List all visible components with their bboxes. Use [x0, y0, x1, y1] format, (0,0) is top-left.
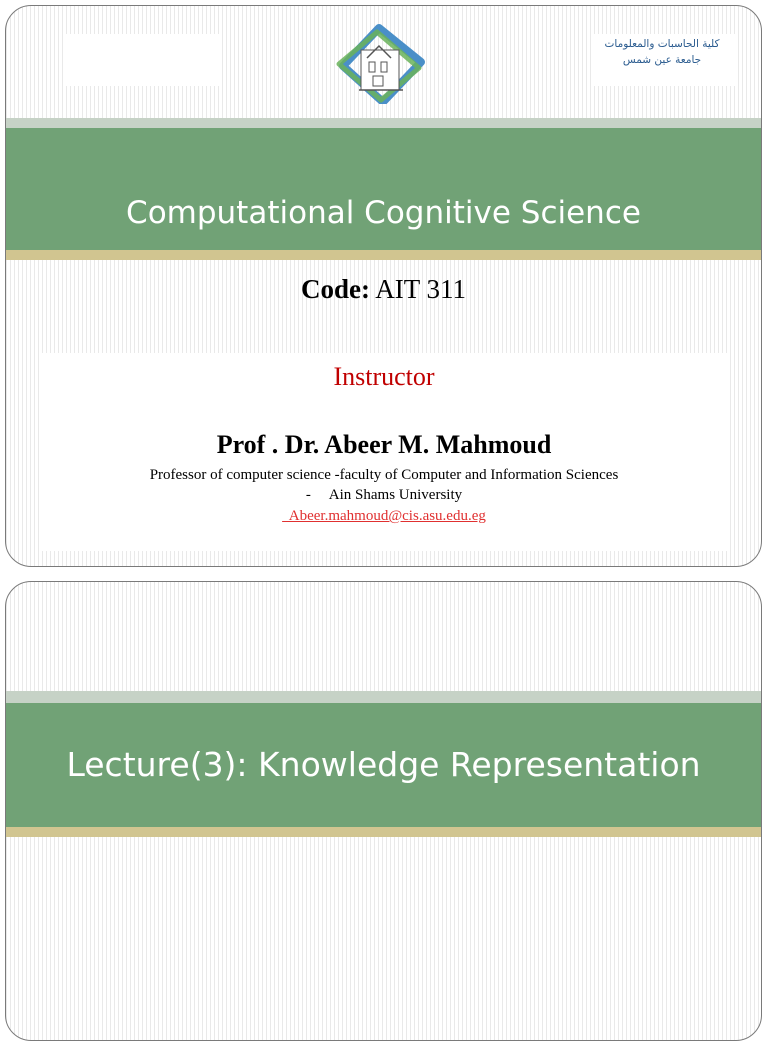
university-name-arabic: جامعة عين شمس: [622, 54, 702, 66]
affiliation-line-1: Professor of computer science -faculty of Computer and Information Sciences: [149, 467, 619, 483]
course-code: [6, 272, 761, 306]
course-code-label: Code:: [300, 274, 370, 304]
title-band-top-stripe: [6, 118, 761, 128]
left-header-box: [63, 34, 219, 86]
title-band-bottom-stripe: [6, 250, 761, 260]
lecture-title: Lecture(3): Knowledge Representation: [66, 745, 701, 784]
faculty-header-arabic: [587, 36, 737, 68]
instructor-label: Instructor: [333, 362, 435, 391]
title-slide: [5, 5, 762, 567]
course-code-value: AIT 311: [375, 274, 466, 304]
university-logo-icon: [321, 24, 441, 104]
slide-title: Computational Cognitive Science: [126, 195, 641, 231]
email-link[interactable]: Abeer.mahmoud@cis.asu.edu.eg: [282, 508, 486, 524]
lecture-band-top-stripe: [6, 691, 761, 703]
lecture-slide: [5, 581, 762, 1041]
affiliation-line-2: - Ain Shams University: [305, 487, 463, 503]
instructor-box: [39, 353, 729, 551]
lecture-band-bottom-stripe: [6, 827, 761, 837]
faculty-name-arabic: كلية الحاسبات والمعلومات: [604, 38, 720, 50]
professor-name: Prof . Dr. Abeer M. Mahmoud: [216, 430, 552, 459]
